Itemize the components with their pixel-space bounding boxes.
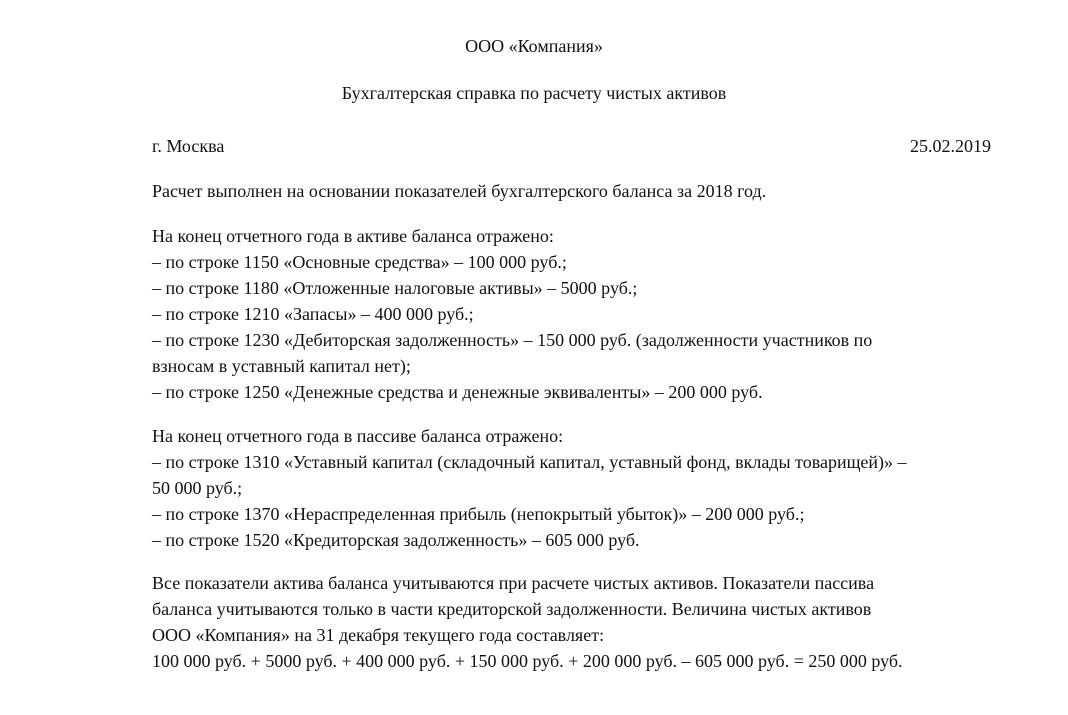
- document-date: 25.02.2019: [910, 136, 991, 156]
- asset-line: – по строке 1210 «Запасы» – 400 000 руб.;: [152, 304, 474, 324]
- liability-line: – по строке 1310 «Уставный капитал (складочный капитал, уставный фонд, вклады товарищей)» –: [152, 452, 907, 472]
- company-name: ООО «Компания»: [465, 36, 603, 56]
- asset-line: – по строке 1150 «Основные средства» – 100 000 руб.;: [152, 252, 567, 272]
- liability-line: – по строке 1370 «Нераспределенная прибыль (непокрытый убыток)» – 200 000 руб.;: [152, 504, 805, 524]
- city: г. Москва: [152, 136, 225, 156]
- basis-text: Расчет выполнен на основании показателей бухгалтерского баланса за 2018 год.: [152, 181, 767, 201]
- assets-intro: На конец отчетного года в активе баланса отражено:: [152, 226, 554, 246]
- liabilities-section: [152, 423, 992, 553]
- net-assets-calculation: 100 000 руб. + 5000 руб. + 400 000 руб. + 150 000 руб. + 200 000 руб. – 605 000 руб. = 250 000 руб.: [152, 651, 903, 671]
- liabilities-intro: На конец отчетного года в пассиве баланса отражено:: [152, 426, 564, 446]
- asset-line: взносам в уставный капитал нет);: [152, 356, 411, 376]
- asset-line: – по строке 1230 «Дебиторская задолженность» – 150 000 руб. (задолженности участников по: [152, 330, 873, 350]
- basis-paragraph: [152, 178, 992, 204]
- place-date-row: [152, 133, 991, 159]
- conclusion-line: ООО «Компания» на 31 декабря текущего года составляет:: [152, 625, 605, 645]
- document-title: Бухгалтерская справка по расчету чистых активов: [341, 83, 727, 103]
- conclusion-line: баланса учитываются только в части кредиторской задолженности. Величина чистых активов: [152, 599, 872, 619]
- liability-line: – по строке 1520 «Кредиторская задолженность» – 605 000 руб.: [152, 530, 640, 550]
- conclusion-line: Все показатели актива баланса учитываются при расчете чистых активов. Показатели пассива: [152, 573, 875, 593]
- conclusion-section: [152, 570, 992, 674]
- assets-section: [152, 223, 992, 405]
- asset-line: – по строке 1250 «Денежные средства и денежные эквиваленты» – 200 000 руб.: [152, 382, 763, 402]
- asset-line: – по строке 1180 «Отложенные налоговые активы» – 5000 руб.;: [152, 278, 638, 298]
- liability-line: 50 000 руб.;: [152, 478, 243, 498]
